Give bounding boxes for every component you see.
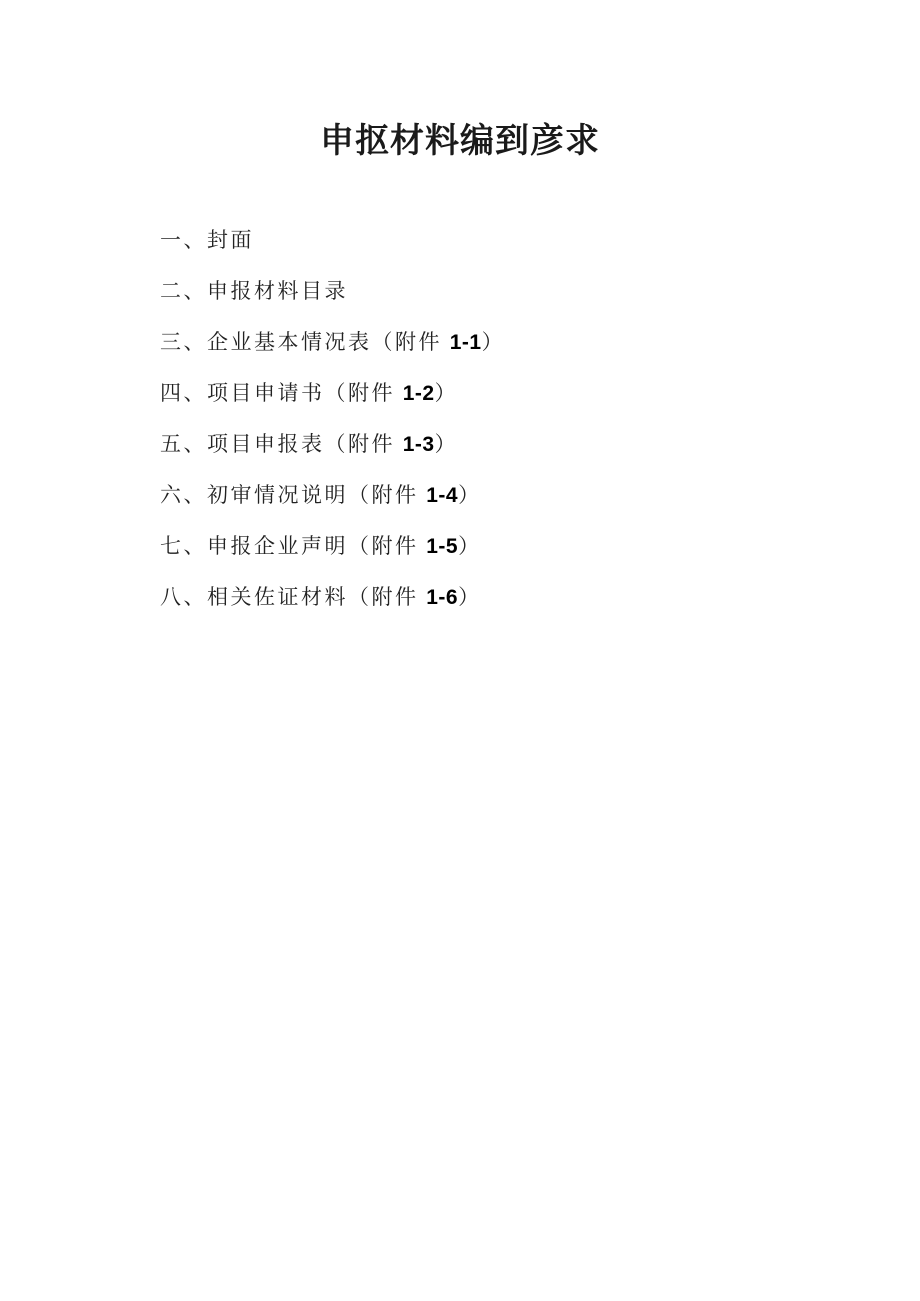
- list-item: [160, 266, 920, 317]
- item-close-paren: ）: [434, 432, 459, 456]
- item-text: 六、初审情况说明（附件: [160, 483, 427, 507]
- attachment-code: 1-4: [426, 484, 459, 507]
- item-close-paren: ）: [434, 381, 459, 405]
- attachment-code: 1-1: [449, 331, 482, 354]
- requirements-list: [160, 215, 920, 623]
- item-text: 一、封面: [160, 228, 254, 252]
- attachment-code: 1-6: [426, 586, 459, 609]
- item-text: 二、申报材料目录: [160, 279, 348, 303]
- list-item: [160, 419, 920, 470]
- item-close-paren: ）: [458, 534, 482, 558]
- item-text: 八、相关佐证材料（附件: [160, 585, 427, 609]
- document-title: 申抠材料编到彦求: [320, 123, 600, 160]
- attachment-code: 1-5: [426, 535, 459, 558]
- list-item: [160, 521, 920, 572]
- item-text: 七、申报企业声明（附件: [160, 534, 427, 558]
- item-text: 五、项目申报表（附件: [160, 432, 403, 456]
- list-item: [160, 368, 920, 419]
- item-close-paren: ）: [458, 585, 482, 609]
- item-text: 四、项目申请书（附件: [160, 381, 403, 405]
- attachment-code: 1-3: [402, 433, 435, 456]
- item-text: 三、企业基本情况表（附件: [160, 330, 450, 354]
- item-close-paren: ）: [481, 330, 506, 354]
- list-item: [160, 317, 920, 368]
- list-item: [160, 470, 920, 521]
- attachment-code: 1-2: [402, 382, 435, 405]
- list-item: [160, 215, 920, 266]
- list-item: [160, 572, 920, 623]
- item-close-paren: ）: [458, 483, 482, 507]
